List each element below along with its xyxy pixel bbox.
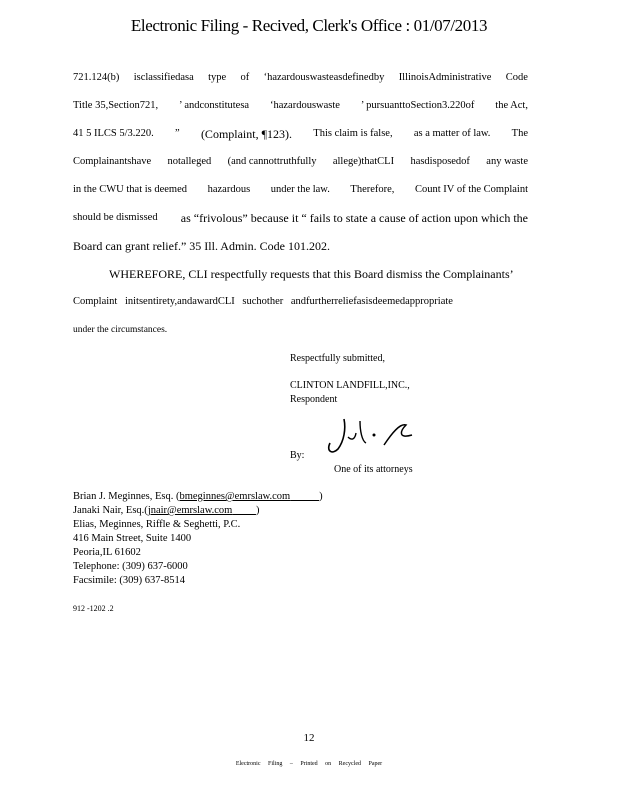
word: of [240,72,250,83]
word: suchother [242,296,284,307]
company-name: CLINTON LANDFILL,INC., [290,380,410,391]
word: any waste [486,156,528,167]
city-zip: Peoria,IL 61602 [73,547,141,558]
body-paragraph [73,64,528,344]
word: under the law. [270,184,330,195]
word: the Act, [495,100,528,111]
text-line-7 [73,232,528,260]
word: in the CWU that is deemed [73,184,188,195]
paren: ) [255,505,260,516]
text-line-5 [73,176,528,204]
respondent-label: Respondent [290,394,338,405]
word: hazardous [207,184,251,195]
word: (and cannottruthfully [227,156,317,167]
attorney-address-block [73,490,323,588]
text-line-4 [73,148,528,176]
street-address: 416 Main Street, Suite 1400 [73,533,192,544]
word: Complaint [73,296,118,307]
telephone: Telephone: (309) 637-6000 [73,561,188,572]
word: WHEREFORE, CLI respectfully requests that this Board dismiss the Complainants’ [109,267,514,281]
email-underline-space [290,491,319,502]
wherefore-line [73,260,528,288]
text-line-10 [73,316,528,344]
word: Count IV of the Complaint [415,184,528,195]
word: Code [505,72,528,83]
word: This claim is false, [313,128,393,139]
footer-note: Electronic Filing – Printed on Recycled Paper [235,761,383,767]
page-number: 12 [303,732,315,744]
word: Therefore, [350,184,395,195]
text-line-6 [73,204,528,232]
attorney-line-1 [73,490,323,504]
word: Complainantshave [73,156,152,167]
word: Title 35,Section721, [73,100,159,111]
text-line-3 [73,120,528,148]
word: should be dismissed [73,212,158,223]
word: hasdisposedof [410,156,470,167]
attorney-note: One of its attorneys [334,464,413,475]
word: allege)thatCLI [332,156,395,167]
email-underline-space [232,505,256,516]
word: isclassifiedasa [133,72,194,83]
word: ‘hazardouswasteasdefinedby [263,72,385,83]
word: notalleged [167,156,212,167]
firm-name: Elias, Meginnes, Riffle & Seghetti, P.C. [73,519,241,530]
word: ’ pursuanttoSection3.220of [360,100,475,111]
attorney-name: Janaki Nair, Esq.( [73,505,148,516]
text-line-2 [73,92,528,120]
word: ” [175,128,180,139]
word: type [208,72,227,83]
attorney-name: Brian J. Meginnes, Esq. ( [73,491,180,502]
email-link[interactable]: bmeginnes@emrslaw.com [179,491,291,502]
document-code: 912 -1202 .2 [73,604,114,613]
word: 41 5 ILCS 5/3.220. [73,128,154,139]
word: IllinoisAdministrative [398,72,492,83]
word: The [511,128,528,139]
closing-text: Respectfully submitted, [290,353,385,364]
email-link[interactable]: jnair@emrslaw.com [147,505,233,516]
word: ‘hazardouswaste [269,100,340,111]
word: under the circumstances. [73,325,168,335]
word: andfurtherreliefasisdeemedappropriate [290,296,453,307]
word: 721.124(b) [73,72,120,83]
word: as “frivolous” because it “ fails to state a cause of action upon which the [180,211,528,225]
by-label: By: [290,450,305,461]
attorney-line-2 [73,504,323,518]
filing-header: Electronic Filing - Recived, Clerk's Office : 01/07/2013 [130,16,488,35]
text-line-9 [73,288,453,316]
paren: ) [319,491,323,502]
word: initsentirety,andawardCLI [124,296,235,307]
word: ’ andconstitutesa [178,100,250,111]
facsimile: Facsimile: (309) 637-8514 [73,575,185,586]
word: (Complaint, ¶123). [200,127,293,141]
text-line-1 [73,64,528,92]
handwritten-signature [322,415,422,460]
word: Board can grant relief.” 35 Ill. Admin. Code 101.202. [73,239,330,253]
word: as a matter of law. [413,128,491,139]
